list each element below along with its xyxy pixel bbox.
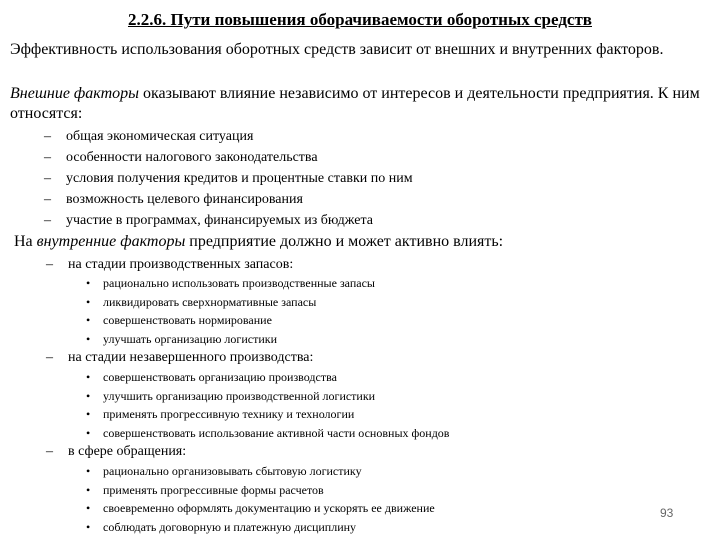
list-item-text: ликвидировать сверхнормативные запасы: [103, 294, 317, 309]
list-item-text: улучшать организацию логистики: [103, 331, 278, 346]
internal-factors-paragraph: [14, 232, 714, 252]
bullet-marker: •: [86, 501, 91, 516]
bullet-marker: •: [86, 482, 91, 497]
section-heading-text: в сфере обращения:: [68, 444, 187, 459]
bullet-marker: •: [86, 425, 91, 440]
inventory-measures-list: [86, 274, 375, 348]
list-item: [86, 424, 449, 443]
bullet-marker: •: [86, 276, 91, 290]
list-item-text: условия получения кредитов и процентные ставки по ним: [66, 171, 413, 186]
dash-marker: –: [46, 444, 53, 459]
dash-marker: –: [44, 150, 51, 165]
list-item-text: рационально использовать производственные запасы: [103, 276, 375, 290]
internal-factors-lead: На: [14, 233, 37, 250]
bullet-marker: •: [86, 313, 91, 328]
page-title: 2.2.6. Пути повышения оборачиваемости оборотных средств: [127, 10, 592, 29]
bullet-marker: •: [86, 407, 91, 422]
section-heading-text: на стадии производственных запасов:: [68, 257, 294, 272]
internal-factors-term: внутренние факторы: [36, 233, 186, 250]
dash-marker: –: [46, 257, 53, 272]
list-item: [86, 499, 435, 518]
list-item: [86, 330, 375, 349]
list-item-text: своевременно оформлять документацию и ускорять ее движение: [103, 501, 435, 516]
dash-marker: –: [44, 192, 51, 207]
bullet-marker: •: [86, 331, 91, 346]
list-item-text: общая экономическая ситуация: [66, 129, 254, 144]
list-item: [86, 518, 435, 537]
bullet-marker: •: [86, 388, 91, 403]
list-item-text: рационально организовывать сбытовую логистику: [103, 464, 362, 478]
list-item: [86, 405, 449, 424]
external-factors-term: Внешние факторы: [10, 85, 139, 102]
dash-marker: –: [46, 350, 53, 365]
external-factors-text: оказывают влияние независимо от интересов и деятельности предприятия. К ним относятся:: [10, 85, 700, 122]
section-heading-wip: [46, 349, 313, 367]
bullet-marker: •: [86, 294, 91, 309]
list-item-text: совершенствовать нормирование: [103, 313, 272, 328]
list-item: [86, 274, 375, 293]
list-item: [44, 168, 413, 189]
external-factors-list: [44, 126, 413, 231]
internal-factors-text: предприятие должно и может активно влиять:: [185, 233, 504, 250]
section-heading-text: на стадии незавершенного производства:: [68, 350, 314, 365]
external-factors-paragraph: [10, 84, 710, 124]
bullet-marker: •: [86, 519, 91, 534]
list-item: [44, 189, 413, 210]
list-item: [44, 126, 413, 147]
dash-marker: –: [44, 213, 51, 228]
list-item: [86, 293, 375, 312]
list-item: [86, 311, 375, 330]
list-item-text: возможность целевого финансирования: [66, 192, 303, 207]
section-heading-inventory: [46, 256, 293, 274]
list-item: [86, 481, 435, 500]
list-item: [86, 368, 449, 387]
wip-measures-list: [86, 368, 449, 442]
section-heading-circulation: [46, 443, 186, 461]
intro-paragraph: Эффективность использования оборотных средств зависит от внешних и внутренних факторов.: [10, 41, 664, 58]
list-item-text: применять прогрессивные формы расчетов: [103, 482, 324, 497]
list-item-text: совершенствовать организацию производства: [103, 370, 337, 384]
list-item: [44, 210, 413, 231]
page-number: 93: [660, 506, 674, 520]
list-item-text: участие в программах, финансируемых из бюджета: [66, 213, 373, 228]
circulation-measures-list: [86, 462, 435, 536]
bullet-marker: •: [86, 370, 91, 384]
list-item-text: особенности налогового законодательства: [66, 150, 318, 165]
list-item-text: применять прогрессивную технику и технологии: [103, 407, 355, 422]
list-item-text: совершенствовать использование активной части основных фондов: [103, 425, 450, 440]
list-item-text: соблюдать договорную и платежную дисциплину: [103, 519, 357, 534]
dash-marker: –: [44, 171, 51, 186]
dash-marker: –: [44, 129, 51, 144]
list-item: [86, 462, 435, 481]
bullet-marker: •: [86, 464, 91, 478]
list-item: [86, 387, 449, 406]
list-item: [44, 147, 413, 168]
list-item-text: улучшить организацию производственной логистики: [103, 388, 376, 403]
